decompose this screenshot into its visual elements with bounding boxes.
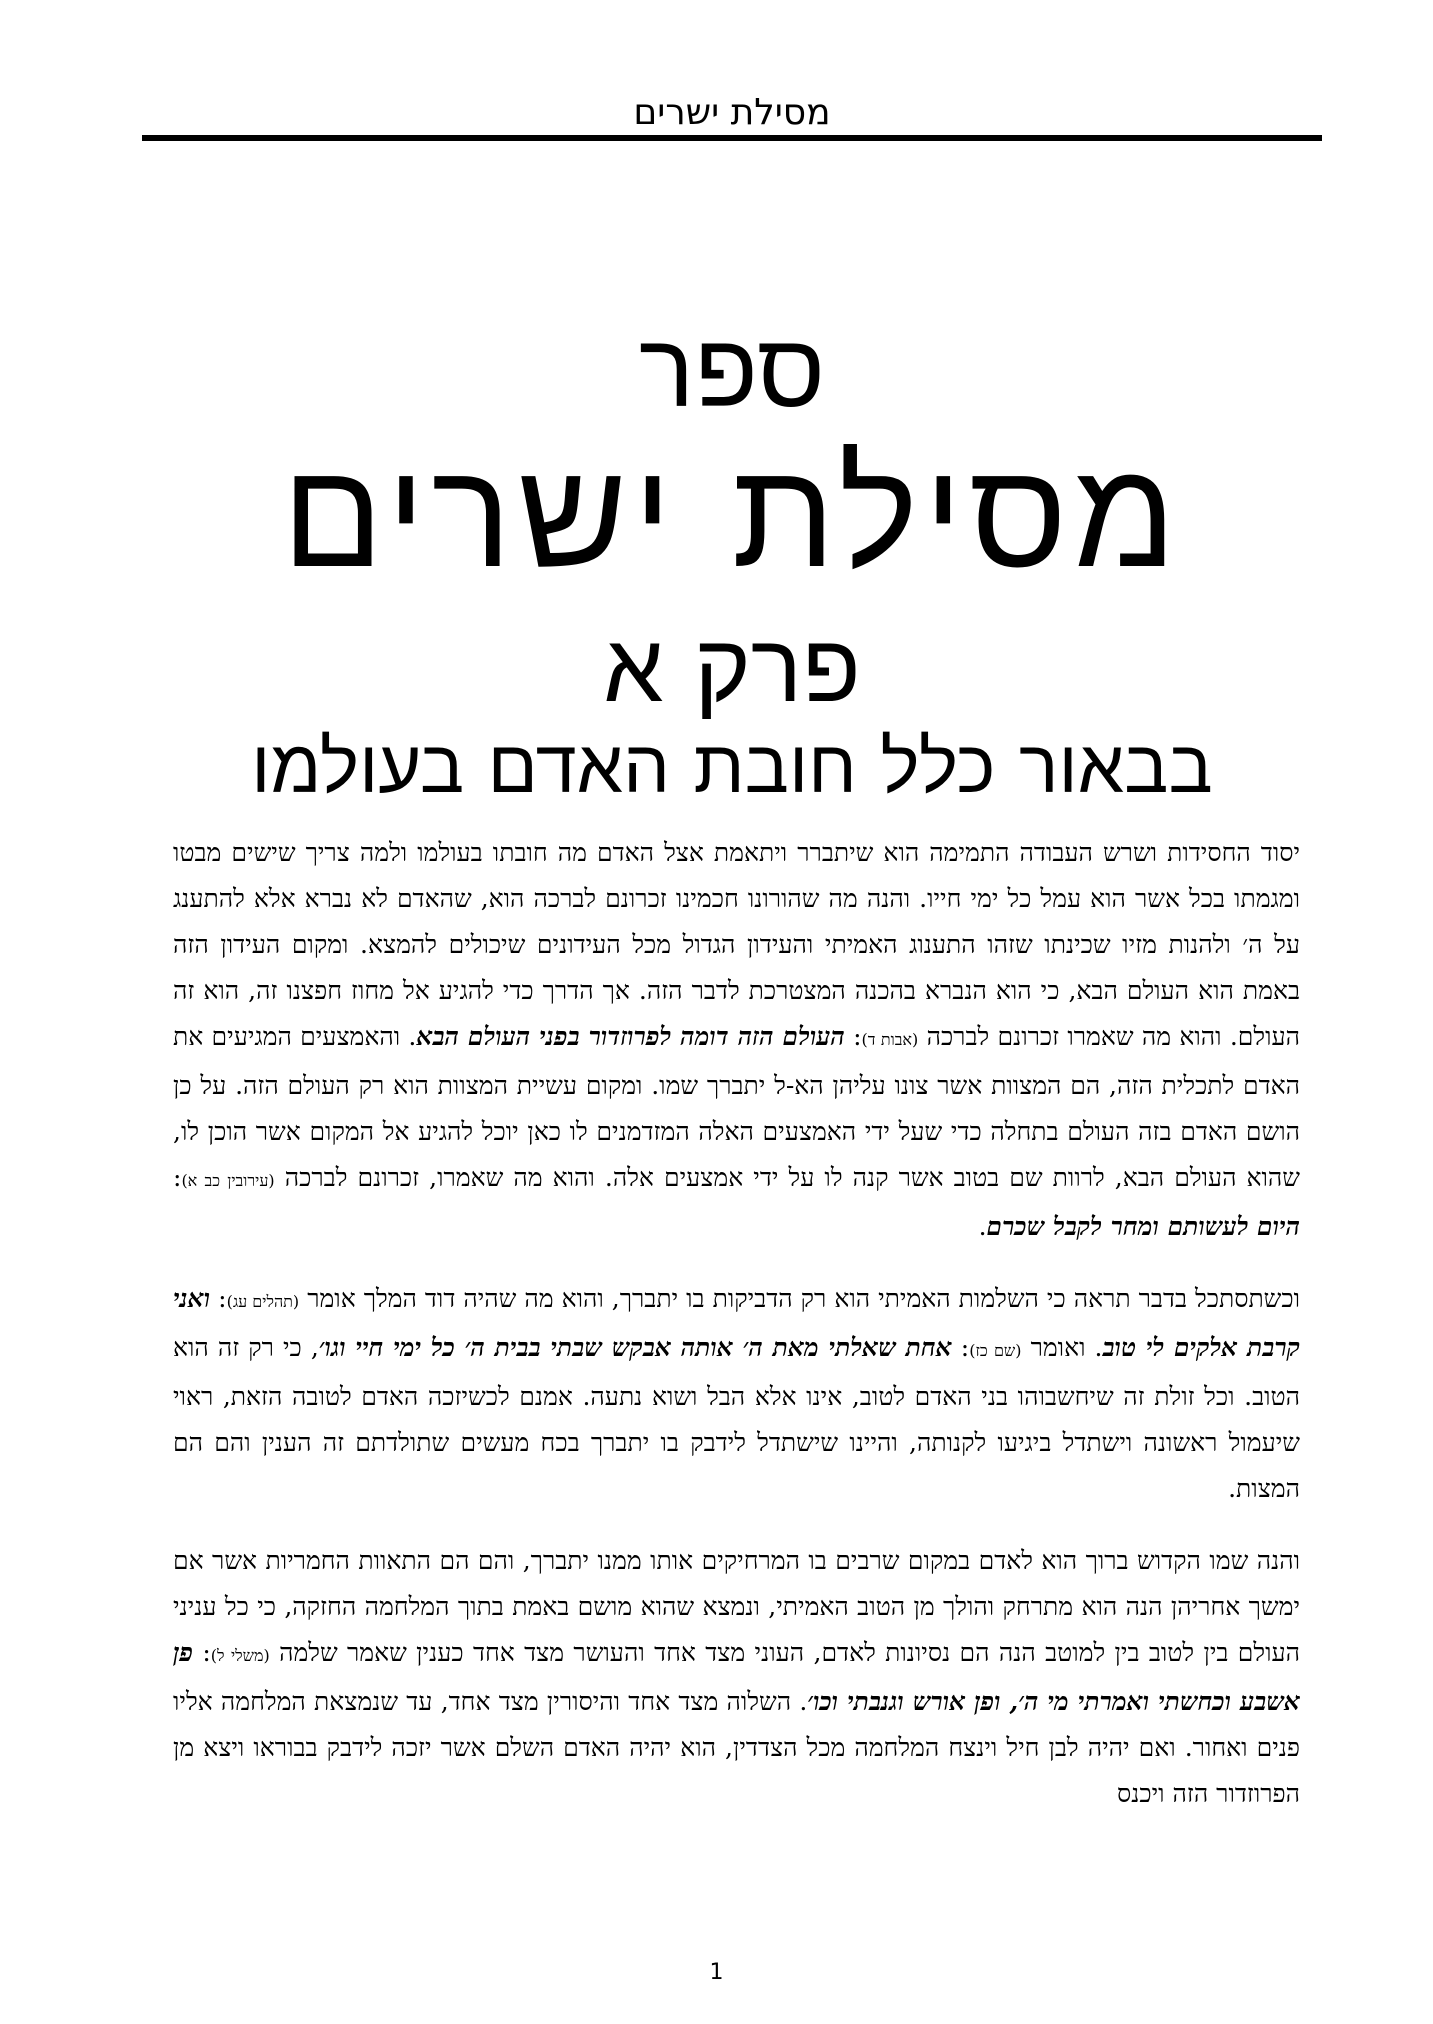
quote: העולם הזה דומה לפרוזדור בפני העולם הבא [416,1022,845,1051]
source-citation: (אבות ד) [861,1030,919,1049]
paragraph-2: וכשתסתכל בדבר תראה כי השלמות האמיתי הוא רק הדביקות בו יתברך, והוא מה שהיה דוד המלך אומר (תהלים עג): ואני קרבת אלקים לי טוב. ואומר (שם כז): אחת שאלתי מאת ה׳ אותה אבקש שבתי בבית ה׳ כל ימי חיי וגו׳, כי רק זה הוא הטוב. וכל זולת זה שיחשבוהו בני האדם לטוב, אינו אלא הבל ושוא נתעה. אמנם לכשיזכה האדם לטובה הזאת, ראוי שיעמול ראשונה וישתדל ביגיעו לקנותה, והיינו שישתדל לידבק בו יתברך בכח מעשים שתולדתם זה הענין והם הם המצות. [173,1284,1301,1503]
body-text [173,830,1300,1843]
title-sefer: ספר [638,309,826,431]
page-number: 1 [709,1960,724,1985]
paragraph-1: יסוד החסידות ושרש העבודה התמימה הוא שיתברר ויתאמת אצל האדם מה חובתו בעולמו ולמה צריך שישים מבטו ומגמתו בכל אשר הוא עמל כל ימי חייו. והנה מה שהורונו חכמינו זכרונם לברכה הוא, שהאדם לא נברא אלא להתענג על ה׳ ולהנות מזיו שכינתו שזהו התענוג האמיתי והעידון הגדול מכל העידונים שיכולים להמצא. ומקום העידון הזה באמת הוא העולם הבא, כי הוא הנברא בהכנה המצטרכת לדבר הזה. אך הדרך כדי להגיע אל מחוז חפצנו זה, הוא זה העולם. והוא מה שאמרו זכרונם לברכה (אבות ד): העולם הזה דומה לפרוזדור בפני העולם הבא. והאמצעים המגיעים את האדם לתכלית הזה, הם המצוות אשר צונו עליהן הא-ל יתברך שמו. ומקום עשיית המצוות הוא רק העולם הזה. על כן הושם האדם בזה העולם בתחלה כדי שעל ידי האמצעים האלה המזדמנים לו כאן יוכל להגיע אל המקום אשר הוכן לו, שהוא העולם הבא, לרוות שם בטוב אשר קנה לו על ידי אמצעים אלה. והוא מה שאמרו, זכרונם לברכה (עירובין כב א): היום לעשותם ומחר לקבל שכרם. [173,838,1301,1241]
paragraph-3: והנה שמו הקדוש ברוך הוא לאדם במקום שרבים בו המרחיקים אותו ממנו יתברך, והם הם התאוות החמריות אשר אם ימשך אחריהן הנה הוא מתרחק והולך מן הטוב האמיתי, ונמצא שהוא מושם באמת בתוך המלחמה החזקה, כי כל עניני העולם בין לטוב בין למוטב הנה הם נסיונות לאדם, העוני מצד אחד והעושר מצד אחד כענין שאמר שלמה (משלי ל): פן אשבע וכחשתי ואמרתי מי ה׳, ופן אורש וגנבתי וכו׳. השלוה מצד אחד והיסורין מצד אחד, עד שנמצאת המלחמה אליו פנים ואחור. ואם יהיה לבן חיל וינצח המלחמה מכל הצדדין, הוא יהיה האדם השלם אשר יזכה לידבק בבוראו ויצא מן הפרוזדור הזה ויכנס [173,1546,1300,1808]
chapter-title: פרק א [603,612,861,724]
header-rule [142,135,1322,141]
quote: אחת שאלתי מאת ה׳ אותה אבקש שבתי בבית ה׳ כל ימי חיי וגו׳ [318,1333,952,1362]
running-header: מסילת ישרים [633,92,831,133]
source-citation: (עירובין כב א) [181,1171,275,1190]
quote: פן אשבע וכחשתי ואמרתי מי ה׳, ופן אורש וגנבתי וכו׳ [173,1638,1300,1716]
source-citation: (תהלים עג) [226,1292,300,1311]
quote: ואני קרבת אלקים לי טוב [173,1284,1301,1362]
source-citation: (משלי ל) [210,1646,270,1665]
book-title: מסילת ישרים [281,428,1183,602]
source-citation: (שם כז) [969,1341,1022,1360]
quote: היום לעשותם ומחר לקבל שכרם [986,1212,1300,1241]
chapter-subtitle: בבאור כלל חובת האדם בעולמו [251,724,1213,810]
